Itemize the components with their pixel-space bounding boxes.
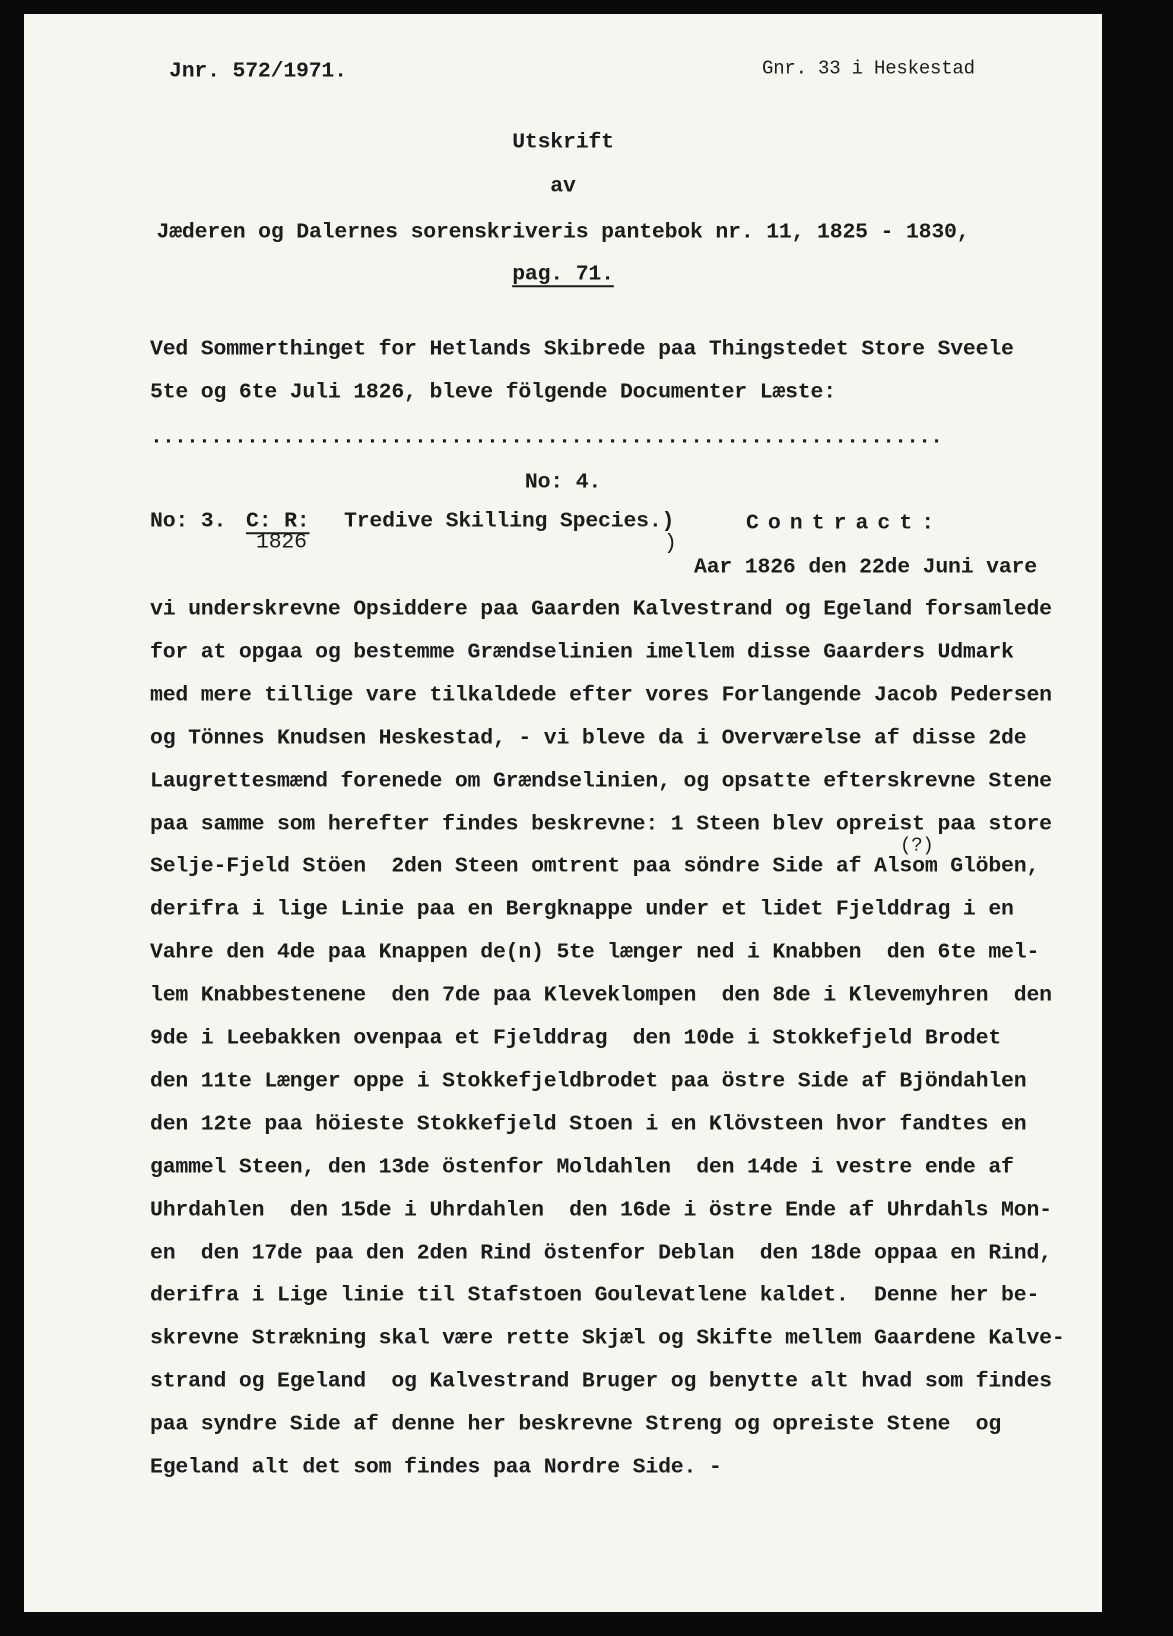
contract-heading: Contract: [746, 511, 944, 536]
entry-cr-year: 1826 [256, 530, 307, 555]
body-line: Uhrdahlen den 15de i Uhrdahlen den 16de i östre Ende af Uhrdahls Mon- [150, 1197, 1052, 1222]
body-line: og Tönnes Knudsen Heskestad, - vi bleve da i Overværelse af disse 2de [150, 725, 1027, 750]
title-source: Jæderen og Dalernes sorenskriveris pantebok nr. 11, 1825 - 1830, [156, 220, 970, 245]
body-line: for at opgaa og bestemme Grændselinien imellem disse Gaarders Udmark [150, 640, 1014, 665]
entry-cr: C: R: [246, 509, 310, 534]
body-line: strand og Egeland og Kalvestrand Bruger og benytte alt hvad som findes [150, 1369, 1052, 1394]
body-line: Egeland alt det som findes paa Nordre Side. - [150, 1455, 722, 1480]
body-line: Laugrettesmænd forenede om Grændselinien, og opsatte efterskrevne Stene [150, 768, 1052, 793]
title-av: av [550, 174, 576, 199]
intro-line: 5te og 6te Juli 1826, bleve fölgende Documenter Læste: [150, 380, 836, 405]
body-line: 9de i Leebakken ovenpaa et Fjelddrag den 10de i Stokkefjeld Brodet [150, 1026, 1002, 1051]
body-line: den 12te paa höieste Stokkefjeld Stoen i en Klövsteen hvor fandtes en [150, 1112, 1027, 1137]
entry-brace: ) [664, 531, 677, 556]
entry-number: No: 3. [150, 509, 227, 534]
uncertain-reading-annotation: (?) [900, 834, 934, 857]
title-utskrift: Utskrift [512, 130, 614, 155]
body-line: paa syndre Side af denne her beskrevne Streng og opreiste Stene og [150, 1412, 1002, 1437]
body-line: derifra i lige Linie paa en Bergknappe under et lidet Fjelddrag i en [150, 897, 1014, 922]
intro-line: Ved Sommerthinget for Hetlands Skibrede paa Thingstedet Store Sveele [150, 337, 1014, 362]
dotted-separator: .................................................................. [150, 425, 943, 450]
body-line: Vahre den 4de paa Knappen de(n) 5te længer ned i Knabben den 6te mel- [150, 940, 1040, 965]
journal-number: Jnr. 572/1971. [169, 59, 347, 84]
entry-fee: Tredive Skilling Species.) [344, 509, 675, 534]
document-page [24, 14, 1102, 1612]
contract-first-line: Aar 1826 den 22de Juni vare [694, 555, 1037, 580]
body-line: vi underskrevne Opsiddere paa Gaarden Kalvestrand og Egeland forsamlede [150, 597, 1052, 622]
body-line: skrevne Strækning skal være rette Skjæl og Skifte mellem Gaardene Kalve- [150, 1326, 1065, 1351]
body-line: lem Knabbestenene den 7de paa Kleveklompen den 8de i Klevemyhren den [150, 983, 1052, 1008]
body-line: gammel Steen, den 13de östenfor Moldahlen den 14de i vestre ende af [150, 1154, 1014, 1179]
body-line: den 11te Længer oppe i Stokkefjeldbrodet paa östre Side af Bjöndahlen [150, 1069, 1027, 1094]
body-line: med mere tillige vare tilkaldede efter vores Forlangende Jacob Pedersen [150, 683, 1052, 708]
document-number: No: 4. [524, 470, 602, 495]
body-line: derifra i Lige linie til Stafstoen Goulevatlene kaldet. Denne her be- [150, 1283, 1040, 1308]
body-line: paa samme som herefter findes beskrevne: 1 Steen blev opreist paa store [150, 811, 1052, 836]
body-line: Selje-Fjeld Stöen 2den Steen omtrent paa söndre Side af Alsom Glöben, [150, 854, 1040, 879]
body-line: en den 17de paa den 2den Rind östenfor Deblan den 18de oppaa en Rind, [150, 1240, 1052, 1265]
farm-number: Gnr. 33 i Heskestad [762, 57, 975, 80]
page-reference: pag. 71. [512, 262, 614, 287]
